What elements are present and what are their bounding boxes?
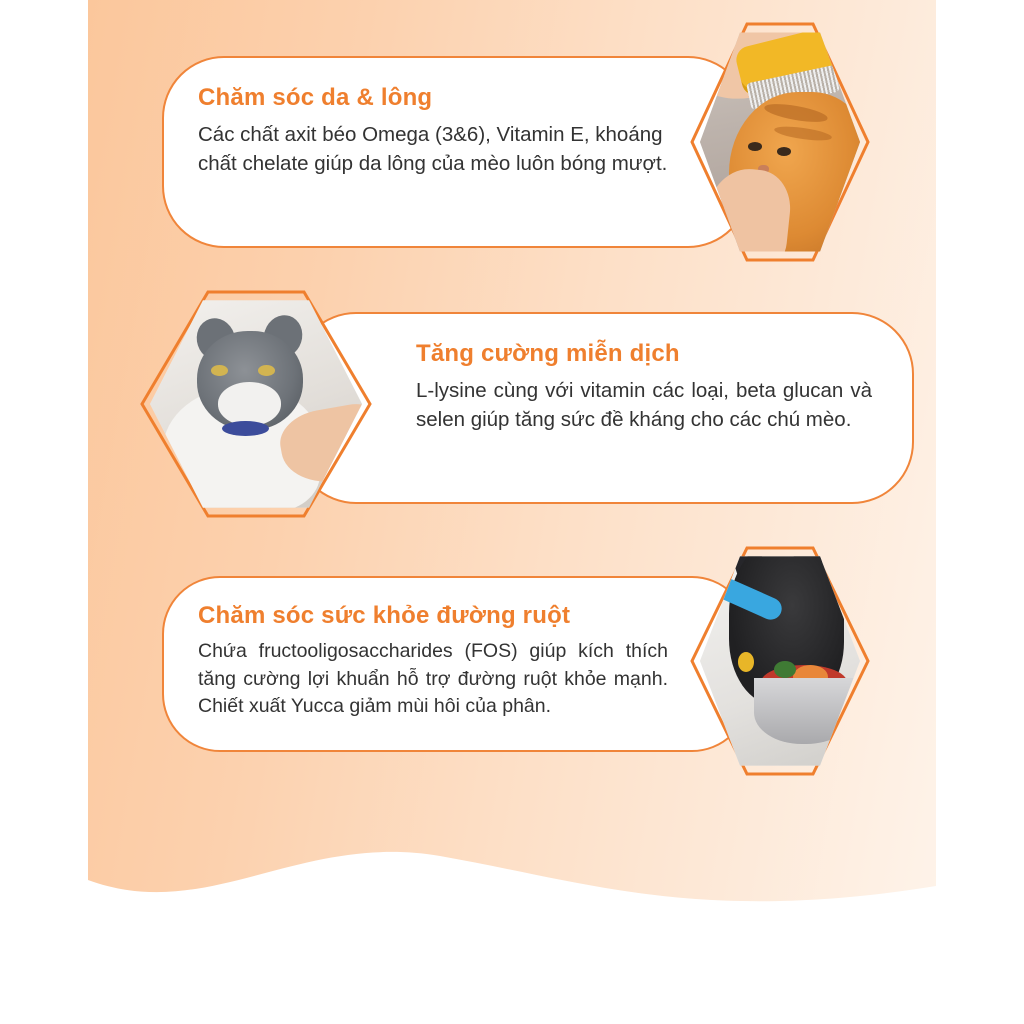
image-black-cat-eating xyxy=(700,552,860,770)
card-skin-coat-care xyxy=(162,56,750,248)
image-ginger-cat-being-brushed xyxy=(700,28,860,256)
card-body-gut-health-care: Chứa fructooligosaccharides (FOS) giúp kích thích tăng cường lợi khuẩn hỗ trợ đường ruột khỏe mạnh. Chiết xuất Yucca giảm mùi hôi của phân. xyxy=(198,640,668,718)
card-title-skin-coat-care: Chăm sóc da & lông xyxy=(198,84,433,111)
card-title-gut-health-care: Chăm sóc sức khỏe đường ruột xyxy=(198,602,571,629)
card-gut-health-care xyxy=(162,576,750,752)
photo-frame xyxy=(150,296,362,512)
card-body-immune-boost: L-lysine cùng với vitamin các loại, beta glucan và selen giúp tăng sức đề kháng cho các chú mèo. xyxy=(416,379,872,432)
photo-frame xyxy=(700,552,860,770)
wave-divider xyxy=(88,828,936,924)
wave-shape-icon xyxy=(88,828,936,924)
card-title-immune-boost: Tăng cường miễn dịch xyxy=(416,340,680,367)
card-body-skin-coat-care: Các chất axit béo Omega (3&6), Vitamin E, khoáng chất chelate giúp da lông của mèo luôn bóng mượt. xyxy=(198,123,668,176)
card-immune-boost xyxy=(294,312,914,504)
image-grey-and-white-cat xyxy=(150,296,362,512)
photo-frame xyxy=(700,28,860,256)
